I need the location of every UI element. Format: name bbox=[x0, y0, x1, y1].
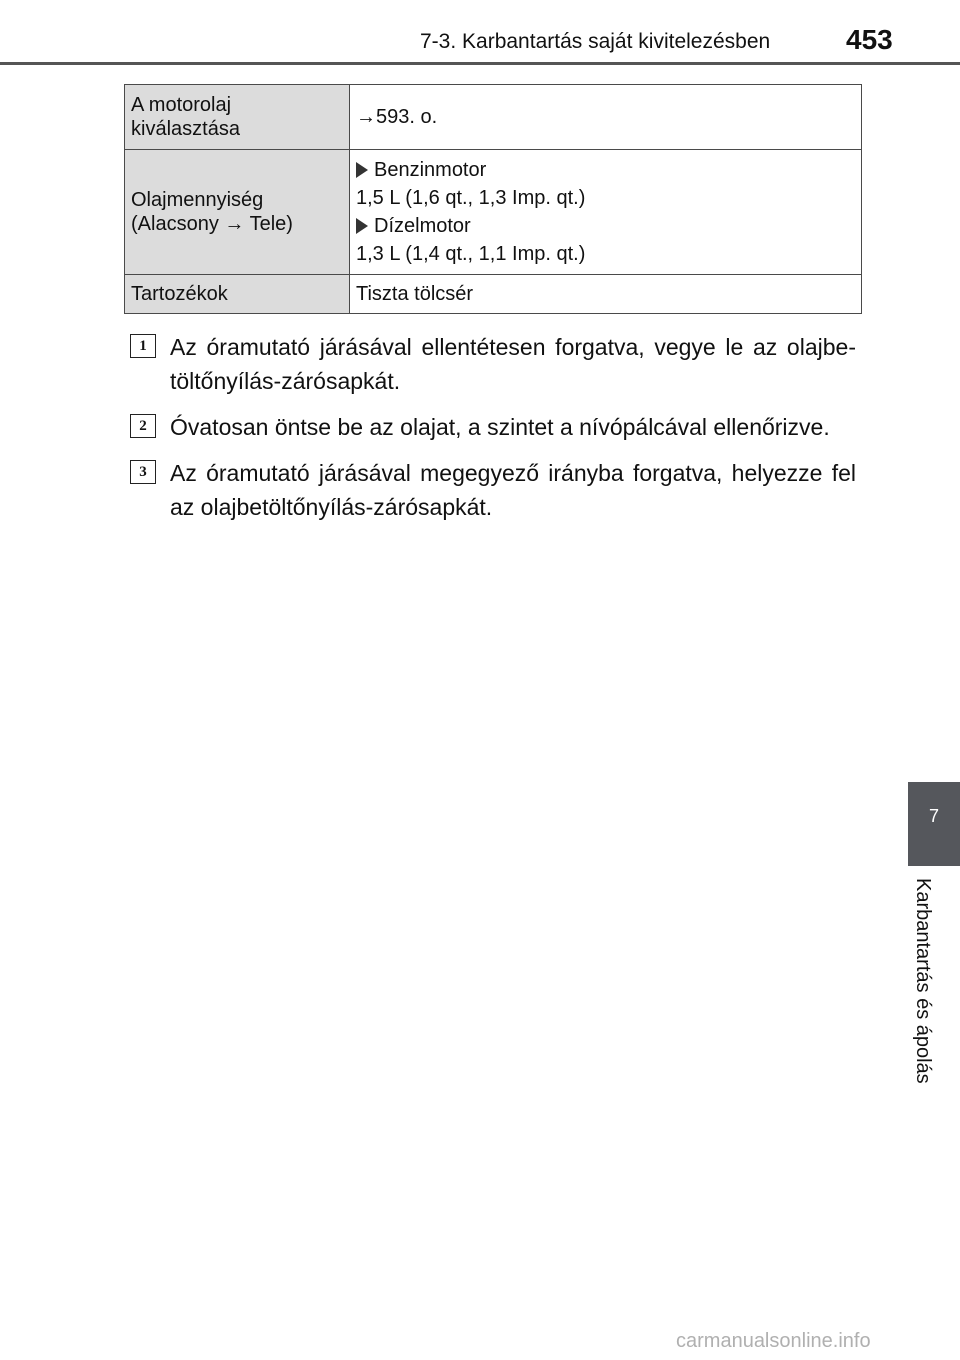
header-title: 7-3. Karbantartás saját kivitelezésben bbox=[420, 30, 771, 53]
triangle-bullet-icon bbox=[356, 162, 368, 178]
chapter-label: Karbantartás és ápolás bbox=[912, 878, 934, 1084]
engine-heading-label: Benzinmotor bbox=[374, 159, 487, 181]
step-item bbox=[130, 330, 856, 398]
spec-table bbox=[124, 84, 862, 314]
watermark: carmanualsonline.info bbox=[676, 1330, 871, 1352]
table-value: Tiszta tölcsér bbox=[350, 275, 862, 314]
chapter-tab: 7 bbox=[908, 782, 960, 866]
table-label: Olajmennyiség (Alacsony → Tele) bbox=[125, 150, 350, 275]
table-row bbox=[125, 150, 862, 275]
table-value bbox=[350, 150, 862, 275]
step-number: 2 bbox=[130, 414, 156, 438]
engine-heading-petrol bbox=[356, 158, 855, 182]
triangle-bullet-icon bbox=[356, 218, 368, 234]
step-number: 3 bbox=[130, 460, 156, 484]
header-rule bbox=[0, 62, 960, 65]
step-list bbox=[130, 330, 856, 536]
page-number: 453 bbox=[846, 24, 893, 55]
step-text: Az óramutató járásával ellentétesen forgatva, vegye le az olajbetöltőnyílás-zárósapkát. bbox=[170, 334, 856, 394]
table-row bbox=[125, 275, 862, 314]
step-number: 1 bbox=[130, 334, 156, 358]
step-item bbox=[130, 410, 856, 444]
step-text: Az óramutató járásával megegyező irányba forgatva, helyezze fel az olajbetöltőnyílás-zárósapkát. bbox=[170, 460, 856, 520]
table-row bbox=[125, 85, 862, 150]
engine-heading-label: Dízelmotor bbox=[374, 215, 471, 237]
step-item bbox=[130, 456, 856, 524]
table-value: →593. o. bbox=[350, 85, 862, 150]
step-text: Óvatosan öntse be az olajat, a szintet a nívópálcával ellenőrizve. bbox=[170, 414, 830, 440]
engine-heading-diesel bbox=[356, 214, 855, 238]
table-label: A motorolaj kiválasztása bbox=[125, 85, 350, 150]
table-label: Tartozékok bbox=[125, 275, 350, 314]
oil-capacity-petrol: 1,5 L (1,6 qt., 1,3 Imp. qt.) bbox=[356, 187, 586, 209]
oil-capacity-diesel: 1,3 L (1,4 qt., 1,1 Imp. qt.) bbox=[356, 243, 586, 265]
